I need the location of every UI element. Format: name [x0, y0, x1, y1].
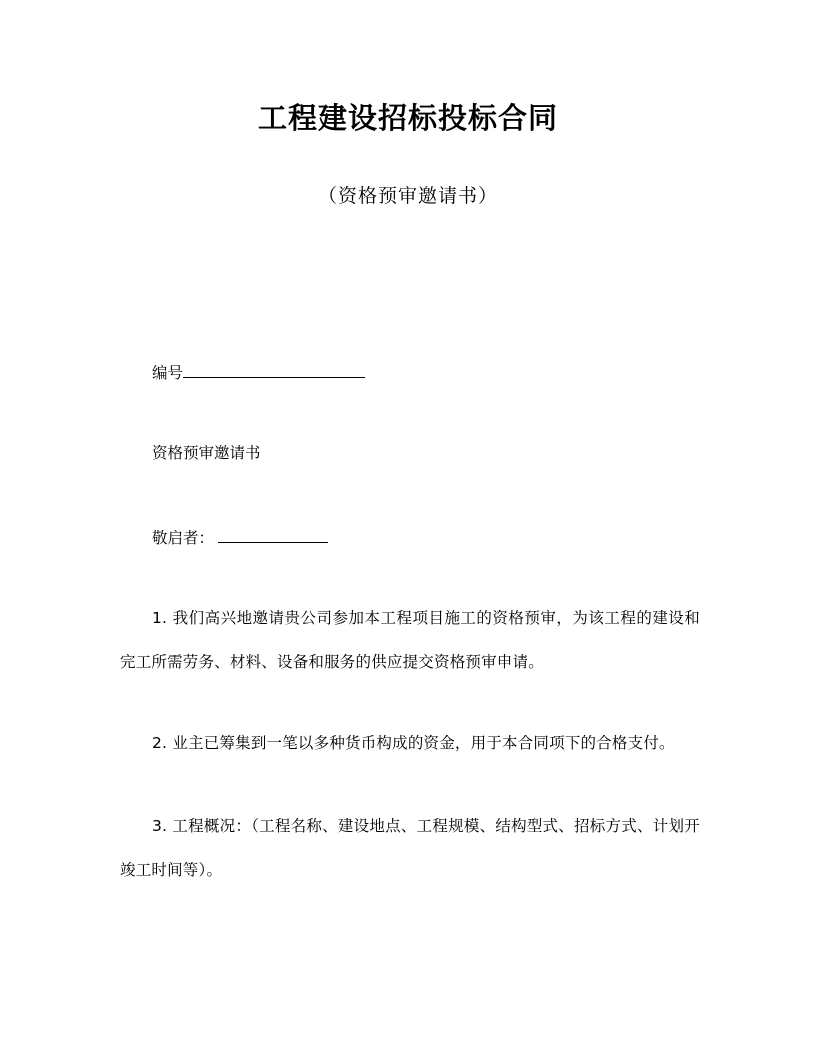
salutation-line [152, 526, 328, 548]
number-blank [183, 361, 365, 378]
paragraph-1: 1. 我们高兴地邀请贵公司参加本工程项目施工的资格预审，为该工程的建设和完工所需劳务、材料、设备和服务的供应提交资格预审申请。 [120, 609, 700, 671]
document-title: 工程建设招标投标合同 [257, 101, 558, 135]
paragraph-3: 3. 工程概况：（工程名称、建设地点、工程规模、结构型式、招标方式、计划开竣工时间等）。 [120, 817, 700, 879]
salutation-label: 敬启者： [152, 529, 215, 547]
recipient-blank [218, 526, 328, 543]
number-line [152, 361, 365, 383]
document-subtitle: （资格预审邀请书） [317, 185, 498, 207]
paragraph-2: 2. 业主已筹集到一笔以多种货币构成的资金，用于本合同项下的合格支付。 [152, 734, 675, 752]
invitation-heading: 资格预审邀请书 [152, 444, 261, 462]
number-label: 编号 [152, 364, 184, 382]
